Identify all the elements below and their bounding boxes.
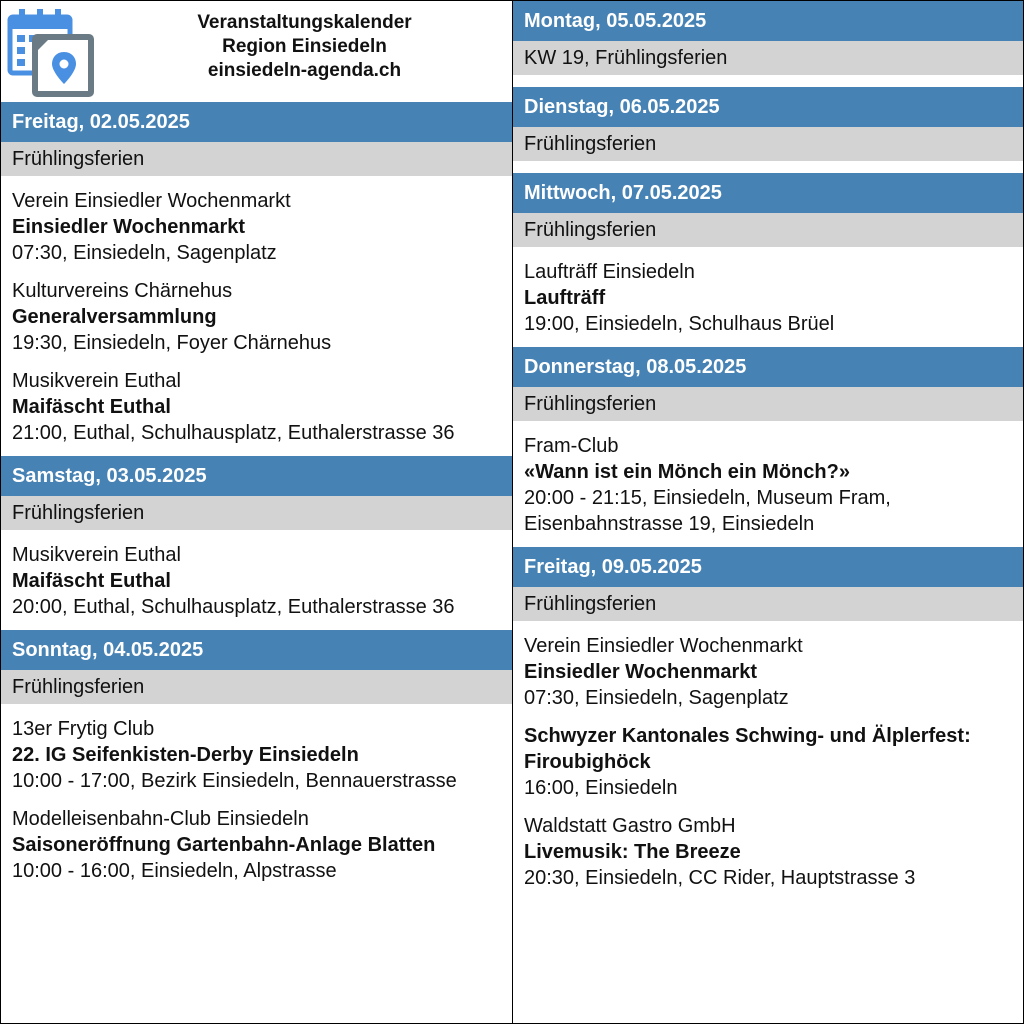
event-title: Maifäscht Euthal [12,396,171,418]
event-title: Laufträff [524,287,606,309]
day-note: Frühlingsferien [513,587,1023,621]
event-title: Einsiedler Wochenmarkt [12,216,246,238]
event-organizer: Laufträff Einsiedeln [524,261,695,283]
event-info: 19:00, Einsiedeln, Schulhaus Brüel [524,313,835,335]
event-item [12,542,501,620]
day-header: Donnerstag, 08.05.2025 [513,347,1023,387]
right-column [513,1,1023,1023]
event-organizer: Waldstatt Gastro GmbH [524,815,736,837]
day-note: Frühlingsferien [513,127,1023,161]
event-info: 10:00 - 16:00, Einsiedeln, Alpstrasse [12,860,337,882]
event-item [524,433,1012,537]
left-day-list [1,102,512,894]
event-title: Livemusik: The Breeze [524,841,741,863]
event-info: 20:00, Euthal, Schulhausplatz, Euthalerstrasse 36 [12,596,455,618]
event-list [513,621,1023,901]
day-header: Sonntag, 04.05.2025 [1,630,512,670]
event-item [524,259,1012,337]
event-organizer: 13er Frytig Club [12,718,155,740]
event-list [1,176,512,456]
day-block [513,347,1023,547]
event-item [12,278,501,356]
event-title: Schwyzer Kantonales Schwing- und Älplerfest: Firoubighöck [524,725,971,773]
event-title: «Wann ist ein Mönch ein Mönch?» [524,461,850,483]
day-spacer [513,161,1023,173]
day-note: Frühlingsferien [1,670,512,704]
right-day-list [513,1,1023,901]
event-organizer: Musikverein Euthal [12,544,181,566]
event-organizer: Verein Einsiedler Wochenmarkt [524,635,803,657]
day-block [513,1,1023,87]
event-item [524,723,1012,801]
day-header: Freitag, 09.05.2025 [513,547,1023,587]
event-title: Einsiedler Wochenmarkt [524,661,758,683]
day-header: Montag, 05.05.2025 [513,1,1023,41]
day-block [513,173,1023,347]
event-title: Generalversammlung [12,306,217,328]
event-title: Saisoneröffnung Gartenbahn-Anlage Blatten [12,834,436,856]
event-list [513,421,1023,547]
event-info: 07:30, Einsiedeln, Sagenplatz [12,242,277,264]
event-organizer: Musikverein Euthal [12,370,181,392]
event-list [513,247,1023,347]
header-title-line2: Region Einsiedeln [222,36,387,57]
event-organizer: Kulturvereins Chärnehus [12,280,233,302]
event-organizer: Fram-Club [524,435,619,457]
header-title-line1: Veranstaltungskalender [197,12,412,33]
day-note: KW 19, Frühlingsferien [513,41,1023,75]
event-info: 20:00 - 21:15, Einsiedeln, Museum Fram, Eisenbahnstrasse 19, Einsiedeln [524,487,891,535]
event-item [12,368,501,446]
event-item [524,813,1012,891]
event-item [12,188,501,266]
day-note: Frühlingsferien [1,142,512,176]
day-block [513,547,1023,901]
event-title: Maifäscht Euthal [12,570,171,592]
day-block [513,87,1023,173]
calendar-location-icon [7,7,97,97]
event-item [12,806,501,884]
day-block [1,102,512,456]
day-header: Mittwoch, 07.05.2025 [513,173,1023,213]
event-organizer: Modelleisenbahn-Club Einsiedeln [12,808,309,830]
event-list [1,530,512,630]
left-column [1,1,513,1023]
day-header: Samstag, 03.05.2025 [1,456,512,496]
day-block [1,630,512,894]
header-title-line3: einsiedeln-agenda.ch [207,60,402,81]
event-list [1,704,512,894]
day-spacer [513,75,1023,87]
event-info: 21:00, Euthal, Schulhausplatz, Euthalerstrasse 36 [12,422,455,444]
event-info: 20:30, Einsiedeln, CC Rider, Hauptstrasse 3 [524,867,916,889]
event-item [12,716,501,794]
event-info: 07:30, Einsiedeln, Sagenplatz [524,687,789,709]
header-title [97,11,512,83]
day-note: Frühlingsferien [1,496,512,530]
event-info: 10:00 - 17:00, Bezirk Einsiedeln, Bennauerstrasse [12,770,457,792]
event-item [524,633,1012,711]
day-header: Dienstag, 06.05.2025 [513,87,1023,127]
day-note: Frühlingsferien [513,213,1023,247]
day-note: Frühlingsferien [513,387,1023,421]
event-organizer: Verein Einsiedler Wochenmarkt [12,190,291,212]
header [1,1,512,102]
event-info: 19:30, Einsiedeln, Foyer Chärnehus [12,332,332,354]
day-header: Freitag, 02.05.2025 [1,102,512,142]
day-block [1,456,512,630]
event-title: 22. IG Seifenkisten-Derby Einsiedeln [12,744,359,766]
event-info: 16:00, Einsiedeln [524,777,678,799]
